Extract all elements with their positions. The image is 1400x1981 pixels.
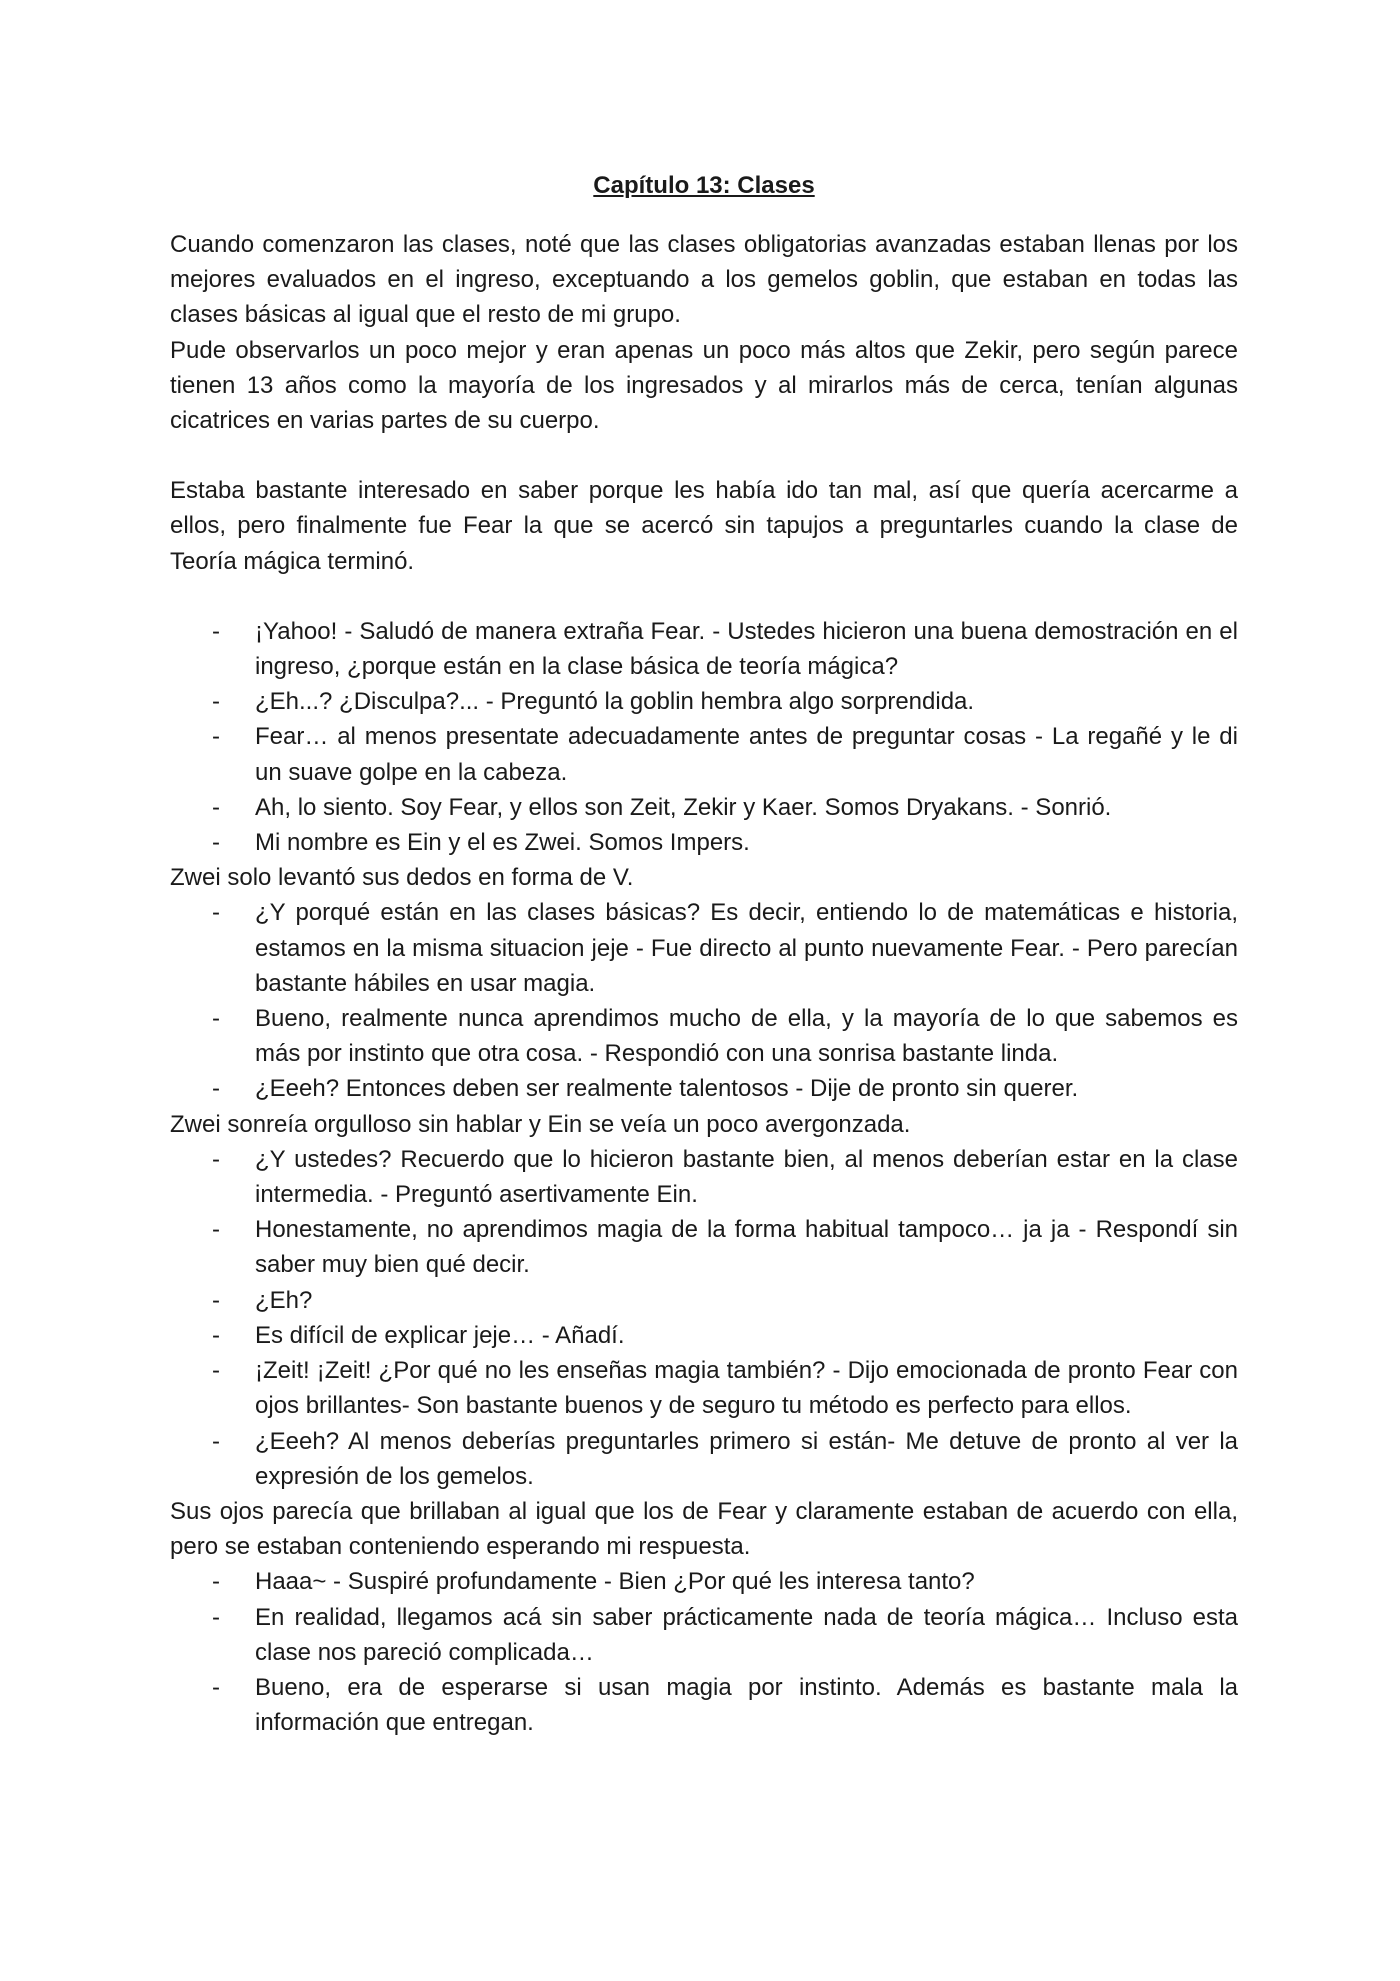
dialog-line: - Bueno, era de esperarse si usan magia por instinto. Además es bastante mala la información que entregan. [170, 1670, 1238, 1740]
document-page [170, 168, 1238, 1740]
narration: Sus ojos parecía que brillaban al igual que los de Fear y claramente estaban de acuerdo con ella, pero se estaban conteniendo esperando mi respuesta. [170, 1497, 1238, 1561]
chapter-title: Capítulo 13: Clases [593, 172, 815, 199]
dialog-line: - ¿Y ustedes? Recuerdo que lo hicieron bastante bien, al menos deberían estar en la clase intermedia. - Preguntó asertivamente Ein. [170, 1142, 1238, 1212]
paragraph-gap [170, 579, 1238, 614]
dialog-line: - Es difícil de explicar jeje… - Añadí. [170, 1318, 1238, 1353]
dialog-line: - Ah, lo siento. Soy Fear, y ellos son Zeit, Zekir y Kaer. Somos Dryakans. - Sonrió. [170, 790, 1238, 825]
dialog-list [170, 1564, 1238, 1740]
dialog-list [170, 895, 1238, 1106]
narration: Zwei solo levantó sus dedos en forma de V. [170, 864, 634, 892]
paragraph: Estaba bastante interesado en saber porque les había ido tan mal, así que quería acercarme a ellos, pero finalmente fue Fear la que se acercó sin tapujos a preguntarles cuando la clase de Teoría mágica terminó. [170, 477, 1238, 575]
narration: Zwei sonreía orgulloso sin hablar y Ein se veía un poco avergonzada. [170, 1110, 911, 1138]
dialog-line: - Fear… al menos presentate adecuadamente antes de preguntar cosas - La regañé y le di un suave golpe en la cabeza. [170, 719, 1238, 789]
dialog-line: - ¡Zeit! ¡Zeit! ¿Por qué no les enseñas magia también? - Dijo emocionada de pronto Fear con ojos brillantes- Son bastante buenos y de seguro tu método es perfecto para ellos. [170, 1353, 1238, 1423]
paragraph-gap [170, 438, 1238, 473]
dialog-list [170, 1142, 1238, 1494]
dialog-line: - ¿Eeeh? Entonces deben ser realmente talentosos - Dije de pronto sin querer. [170, 1071, 1238, 1106]
dialog-line: - Mi nombre es Ein y el es Zwei. Somos Impers. [170, 825, 1238, 860]
dialog-line: - ¿Y porqué están en las clases básicas? Es decir, entiendo lo de matemáticas e historia, estamos en la misma situacion jeje - Fue directo al punto nuevamente Fear. - Pero parecían bastante hábiles en usar magia. [170, 895, 1238, 1001]
dialog-line: - Bueno, realmente nunca aprendimos mucho de ella, y la mayoría de lo que sabemos es más por instinto que otra cosa. - Respondió con una sonrisa bastante linda. [170, 1001, 1238, 1071]
dialog-line: - Haaa~ - Suspiré profundamente - Bien ¿Por qué les interesa tanto? [170, 1564, 1238, 1599]
paragraph: Pude observarlos un poco mejor y eran apenas un poco más altos que Zekir, pero según parece tienen 13 años como la mayoría de los ingresados y al mirarlos más de cerca, tenían algunas cicatrices en varias partes de su cuerpo. [170, 336, 1238, 435]
dialog-line: - ¿Eh...? ¿Disculpa?... - Preguntó la goblin hembra algo sorprendida. [170, 684, 1238, 719]
dialog-line: - ¿Eeeh? Al menos deberías preguntarles primero si están- Me detuve de pronto al ver la expresión de los gemelos. [170, 1424, 1238, 1494]
dialog-line: - ¿Eh? [170, 1283, 1238, 1318]
paragraph: Cuando comenzaron las clases, noté que las clases obligatorias avanzadas estaban llenas por los mejores evaluados en el ingreso, exceptuando a los gemelos goblin, que estaban en todas las clases básicas al igual que el resto de mi grupo. [170, 231, 1238, 329]
dialog-list [170, 614, 1238, 860]
dialog-line: - En realidad, llegamos acá sin saber prácticamente nada de teoría mágica… Incluso esta clase nos pareció complicada… [170, 1600, 1238, 1670]
dialog-line: - Honestamente, no aprendimos magia de la forma habitual tampoco… ja ja - Respondí sin saber muy bien qué decir. [170, 1212, 1238, 1282]
dialog-line: - ¡Yahoo! - Saludó de manera extraña Fear. - Ustedes hicieron una buena demostración en el ingreso, ¿porque están en la clase básica de teoría mágica? [170, 614, 1238, 684]
